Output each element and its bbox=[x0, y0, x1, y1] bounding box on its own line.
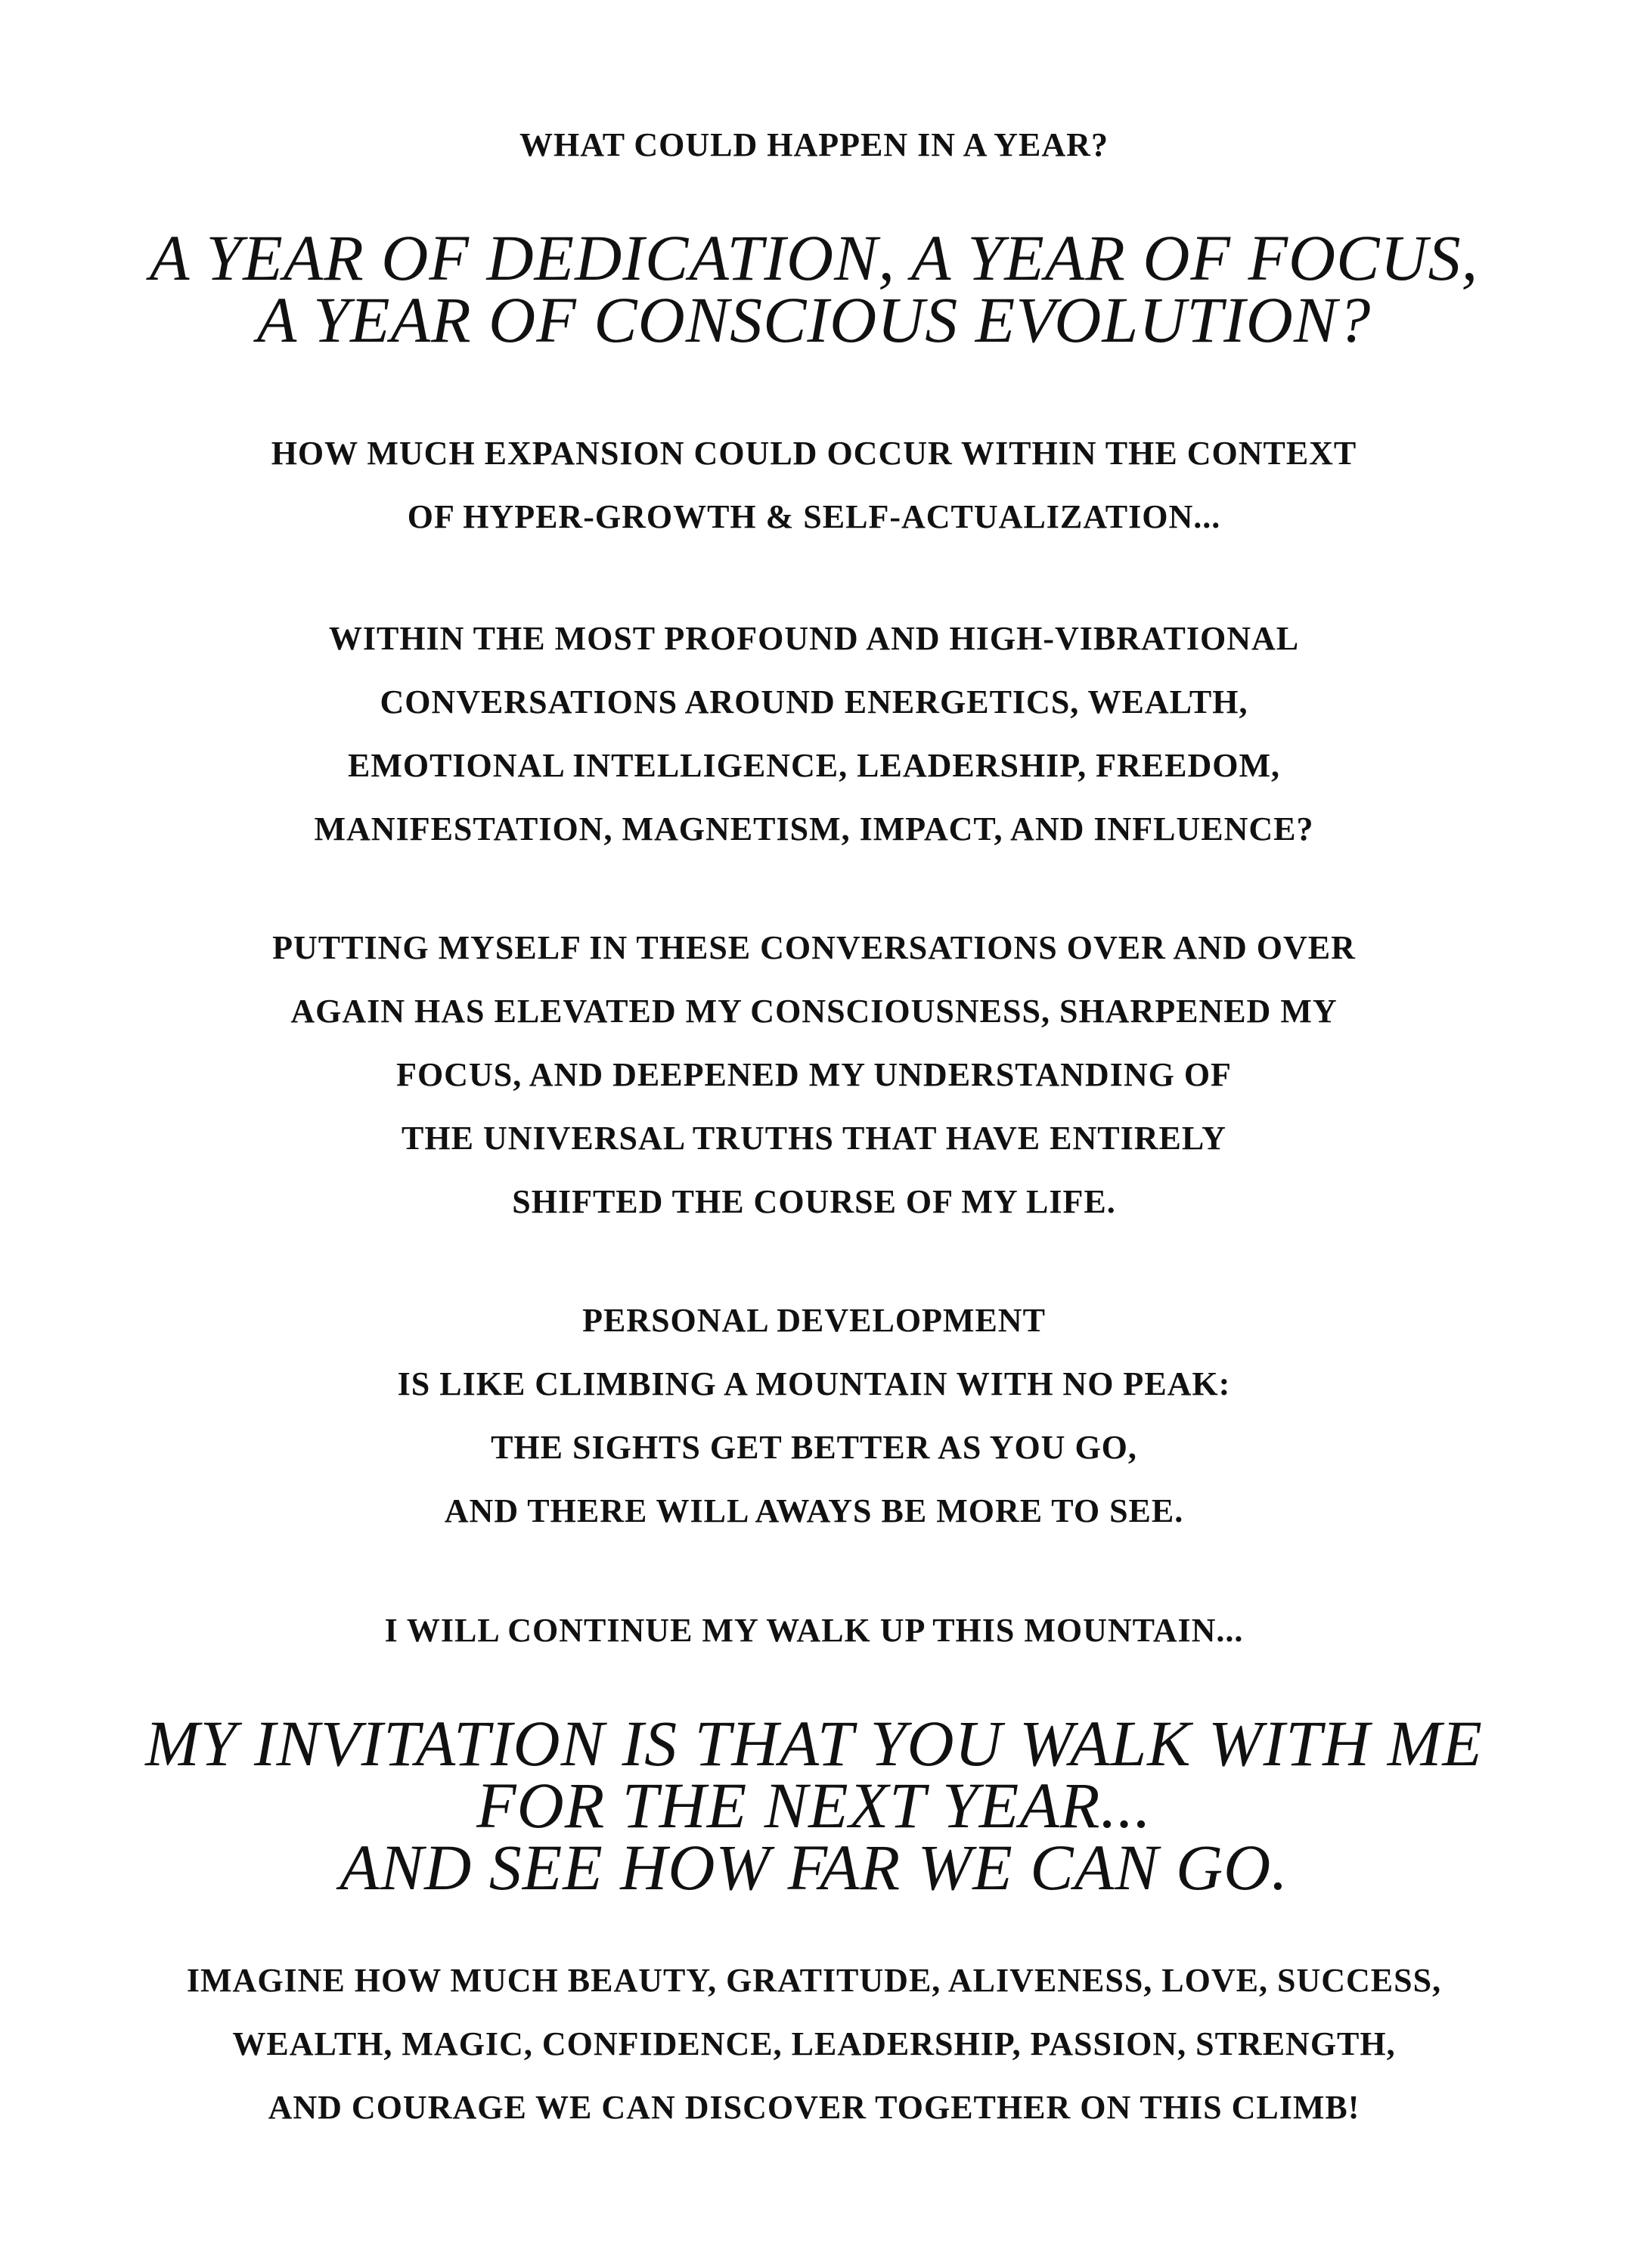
text-line: CONVERSATIONS AROUND ENERGETICS, WEALTH, bbox=[380, 683, 1248, 720]
invitation-line: AND SEE HOW FAR WE CAN GO. bbox=[340, 1831, 1288, 1904]
invitation-line: FOR THE NEXT YEAR... bbox=[476, 1769, 1152, 1842]
text-line: AND THERE WILL AWAYS BE MORE TO SEE. bbox=[444, 1492, 1184, 1529]
text-line: OF HYPER-GROWTH & SELF-ACTUALIZATION... bbox=[407, 498, 1221, 535]
page-heading bbox=[0, 113, 1628, 177]
text-line: MANIFESTATION, MAGNETISM, IMPACT, AND INFLUENCE? bbox=[314, 810, 1314, 847]
text-line: PUTTING MYSELF IN THESE CONVERSATIONS OVER AND OVER bbox=[272, 929, 1356, 966]
text-line: IMAGINE HOW MUCH BEAUTY, GRATITUDE, ALIVENESS, LOVE, SUCCESS, bbox=[186, 1962, 1442, 1999]
subheading bbox=[0, 222, 1628, 356]
text-line: SHIFTED THE COURSE OF MY LIFE. bbox=[512, 1183, 1116, 1220]
text-line: WEALTH, MAGIC, CONFIDENCE, LEADERSHIP, PASSION, STRENGTH, bbox=[232, 2025, 1396, 2062]
subheading-line: A YEAR OF DEDICATION, A YEAR OF FOCUS, bbox=[149, 222, 1479, 294]
text-line: THE SIGHTS GET BETTER AS YOU GO, bbox=[491, 1429, 1137, 1466]
paragraph-continue bbox=[0, 1599, 1628, 1662]
invitation bbox=[0, 1707, 1628, 1904]
text-line: AGAIN HAS ELEVATED MY CONSCIOUSNESS, SHARPENED MY bbox=[290, 993, 1338, 1030]
text-line: THE UNIVERSAL TRUTHS THAT HAVE ENTIRELY bbox=[402, 1120, 1226, 1157]
subheading-line: A YEAR OF CONSCIOUS EVOLUTION? bbox=[256, 284, 1372, 356]
paragraph-elevation bbox=[0, 916, 1628, 1234]
text-line: IS LIKE CLIMBING A MOUNTAIN WITH NO PEAK: bbox=[397, 1365, 1231, 1402]
text-line: EMOTIONAL INTELLIGENCE, LEADERSHIP, FREEDOM, bbox=[347, 747, 1281, 784]
text-line: WITHIN THE MOST PROFOUND AND HIGH-VIBRATIONAL bbox=[328, 620, 1300, 657]
text-line: PERSONAL DEVELOPMENT bbox=[582, 1302, 1046, 1339]
text-line: AND COURAGE WE CAN DISCOVER TOGETHER ON THIS CLIMB! bbox=[268, 2089, 1360, 2126]
text-line: I WILL CONTINUE MY WALK UP THIS MOUNTAIN... bbox=[384, 1612, 1244, 1649]
paragraph-mountain bbox=[0, 1289, 1628, 1543]
paragraph-imagine bbox=[0, 1949, 1628, 2139]
invitation-line: MY INVITATION IS THAT YOU WALK WITH ME bbox=[145, 1707, 1483, 1780]
heading-line: WHAT COULD HAPPEN IN A YEAR? bbox=[519, 126, 1109, 163]
paragraph-conversations bbox=[0, 607, 1628, 861]
text-line: HOW MUCH EXPANSION COULD OCCUR WITHIN THE CONTEXT bbox=[271, 435, 1357, 472]
text-line: FOCUS, AND DEEPENED MY UNDERSTANDING OF bbox=[396, 1056, 1232, 1093]
paragraph-expansion bbox=[0, 422, 1628, 549]
